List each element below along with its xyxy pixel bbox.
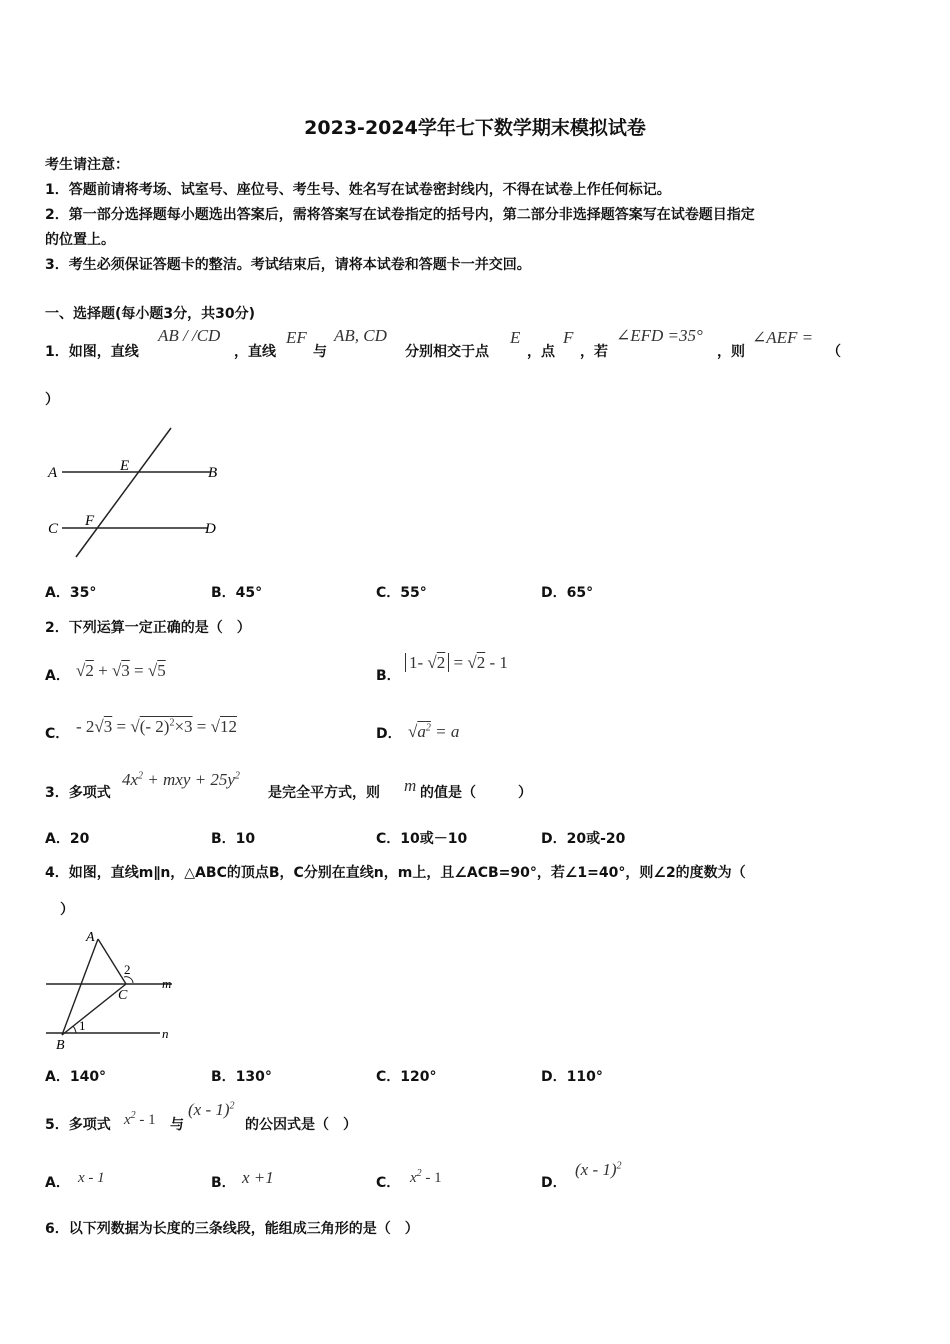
- q2-option-b-label[interactable]: B．: [376, 668, 401, 684]
- q3-text-2: 是完全平方式，则: [268, 785, 380, 801]
- notice-item-1: 1．答题前请将考场、试室号、座位号、考生号、姓名写在试卷密封线内，不得在试卷上作任何标记。: [45, 182, 671, 198]
- notice-item-2: 2．第一部分选择题每小题选出答案后，需将答案写在试卷指定的括号内，第二部分非选择题答案写在试卷题目指定: [45, 207, 755, 223]
- q4-option-a[interactable]: A．140°: [45, 1069, 107, 1085]
- q1-text-3: 与: [313, 344, 327, 360]
- fig1-label-d: D: [205, 521, 216, 537]
- q3-polynomial: $4x^2$ + mxy + $25y^2$: [122, 770, 240, 789]
- q5-option-a-expr: x - 1: [78, 1170, 105, 1186]
- fig4-label-angle2: 2: [124, 962, 131, 977]
- q4-option-b[interactable]: B．130°: [211, 1069, 272, 1085]
- q5-text-3: 的公因式是（ ）: [245, 1117, 357, 1133]
- fig4-label-b: B: [56, 1038, 65, 1053]
- segment-ac: [98, 939, 126, 984]
- q1-option-b[interactable]: B．45°: [211, 585, 263, 601]
- q3-option-d[interactable]: D．20或-20: [541, 831, 626, 847]
- notice-heading: 考生请注意：: [45, 157, 129, 173]
- q2-option-b-expr: 1- √2 = √2 - 1: [405, 653, 508, 673]
- q5-math-2: (x - 1)$^2$: [188, 1100, 235, 1119]
- q5-option-b-expr: x +1: [242, 1168, 274, 1187]
- fig1-label-e: E: [120, 458, 130, 474]
- q4-close-paren: ）: [60, 902, 74, 918]
- q1-close-paren: ）: [45, 392, 59, 408]
- q3-option-b[interactable]: B．10: [211, 831, 256, 847]
- q2-option-d-label[interactable]: D．: [376, 726, 402, 742]
- q1-text-5: ，点: [527, 344, 555, 360]
- q1-math-7: ∠AEF =: [752, 328, 814, 347]
- fig4-label-m: m: [162, 976, 172, 991]
- q1-math-5: F: [563, 328, 574, 347]
- notice-item-2-cont: 的位置上。: [45, 232, 115, 248]
- q2-option-c-label[interactable]: C．: [45, 726, 70, 742]
- q1-option-a[interactable]: A．35°: [45, 585, 97, 601]
- q5-option-c-label[interactable]: C．: [376, 1175, 401, 1191]
- q6-stem: 6．以下列数据为长度的三条线段，能组成三角形的是（ ）: [45, 1221, 419, 1237]
- q2-option-a-expr: √2 + √3 = √5: [76, 661, 166, 680]
- fig1-label-a: A: [48, 465, 58, 481]
- q1-math-1: AB / /CD: [158, 326, 221, 345]
- q1-math-2: EF: [286, 328, 307, 347]
- q2-option-c-expr: - 2√3 = √(- 2)$^2$×3 = √12: [76, 717, 237, 736]
- fig1-label-f: F: [85, 513, 95, 529]
- q1-text-1: 1．如图，直线: [45, 344, 139, 360]
- q1-text-6: ，若: [580, 344, 608, 360]
- notice-item-3: 3．考生必须保证答题卡的整洁。考试结束后，请将本试卷和答题卡一并交回。: [45, 257, 531, 273]
- q1-text-8: （: [827, 344, 841, 360]
- line-ef: [76, 428, 171, 557]
- q3-text-3: 的值是（ ）: [420, 785, 532, 801]
- q3-text-1: 3．多项式: [45, 785, 111, 801]
- q5-option-b-label[interactable]: B．: [211, 1175, 236, 1191]
- q5-option-d-expr: (x - 1)$^2$: [575, 1160, 622, 1179]
- q5-option-c-expr: $x^2 - 1$: [410, 1168, 442, 1186]
- q4-figure: [40, 925, 185, 1055]
- q3-option-c[interactable]: C．10或－10: [376, 831, 468, 847]
- q2-stem: 2．下列运算一定正确的是（ ）: [45, 620, 251, 636]
- q5-text-1: 5．多项式: [45, 1117, 111, 1133]
- q1-math-6: ∠EFD =35°: [616, 326, 703, 345]
- q3-option-a[interactable]: A．20: [45, 831, 90, 847]
- q5-text-2: 与: [170, 1117, 184, 1133]
- q1-text-2: ，直线: [234, 344, 276, 360]
- q3-math-m: m: [404, 776, 417, 795]
- fig1-label-c: C: [48, 521, 59, 537]
- page-title: 2023-2024学年七下数学期末模拟试卷: [304, 117, 646, 139]
- angle-1-arc: [73, 1026, 76, 1033]
- fig4-label-n: n: [162, 1026, 169, 1041]
- q4-option-c[interactable]: C．120°: [376, 1069, 437, 1085]
- q1-text-4: 分别相交于点: [405, 344, 489, 360]
- q1-text-7: ，则: [717, 344, 745, 360]
- q5-option-a-label[interactable]: A．: [45, 1175, 70, 1191]
- q1-option-d[interactable]: D．65°: [541, 585, 594, 601]
- q1-option-c[interactable]: C．55°: [376, 585, 427, 601]
- q1-math-4: E: [510, 328, 521, 347]
- fig1-label-b: B: [208, 465, 218, 481]
- fig4-label-a: A: [86, 930, 95, 945]
- q1-figure: [40, 420, 240, 565]
- section-heading: 一、选择题(每小题3分，共30分): [45, 306, 256, 322]
- q4-stem: 4．如图，直线m∥n，△ABC的顶点B，C分别在直线n，m上，且∠ACB=90°，若∠1=40°，则∠2的度数为（: [45, 865, 746, 881]
- q4-option-d[interactable]: D．110°: [541, 1069, 603, 1085]
- q2-option-d-expr: $√a^2 = a$: [408, 722, 460, 741]
- q1-math-3: AB, CD: [334, 326, 387, 345]
- fig4-label-c: C: [118, 988, 128, 1003]
- fig4-label-angle1: 1: [79, 1018, 86, 1033]
- q5-math-1: $x^2 - 1$: [124, 1110, 156, 1128]
- q5-option-d-label[interactable]: D．: [541, 1175, 567, 1191]
- q2-option-a-label[interactable]: A．: [45, 668, 70, 684]
